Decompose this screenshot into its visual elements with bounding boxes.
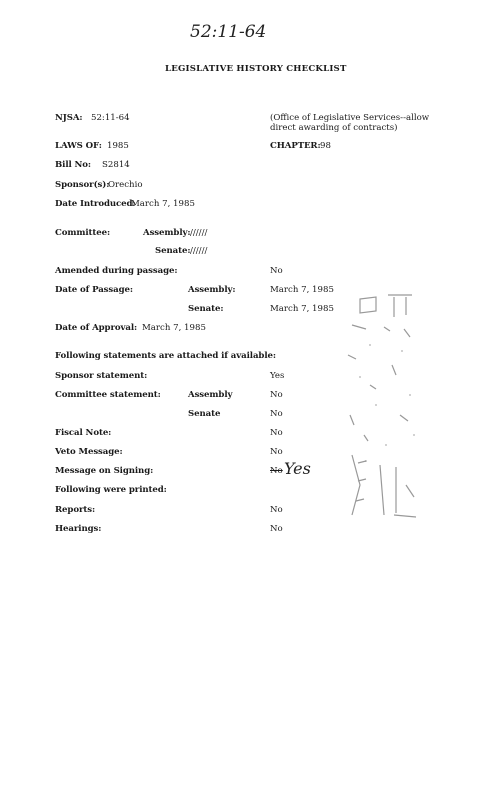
scan-noise-stamp <box>330 285 430 535</box>
committee-statement-assembly-label: Assembly <box>188 390 233 400</box>
chapter-label: CHAPTER: <box>270 141 321 151</box>
njsa-value: 52:11-64 <box>91 113 130 123</box>
committee-senate-value: ////// <box>190 246 208 256</box>
reports-value: No <box>270 505 283 515</box>
committee-label: Committee: <box>55 228 111 238</box>
date-of-passage-label: Date of Passage: <box>55 285 133 295</box>
passage-senate-label: Senate: <box>188 304 224 314</box>
committee-assembly-value: ////// <box>190 228 208 238</box>
date-introduced-label: Date Introduced: <box>55 199 136 209</box>
committee-statement-senate-value: No <box>270 409 283 419</box>
date-of-approval-label: Date of Approval: <box>55 323 138 333</box>
sponsor-statement-value: Yes <box>270 371 285 381</box>
committee-statement-label: Committee statement: <box>55 390 161 400</box>
hearings-label: Hearings: <box>55 524 102 534</box>
committee-statement-senate-label: Senate <box>188 409 221 419</box>
laws-of-label: LAWS OF: <box>55 141 102 151</box>
passage-assembly-value: March 7, 1985 <box>270 285 334 295</box>
date-of-approval-value: March 7, 1985 <box>142 323 206 333</box>
office-note: (Office of Legislative Services--allow direct awarding of contracts) <box>270 113 430 133</box>
date-introduced-value: March 7, 1985 <box>131 199 195 209</box>
passage-assembly-label: Assembly: <box>188 285 236 295</box>
sponsor-label: Sponsor(s): <box>55 180 110 190</box>
message-on-signing-value: No <box>270 466 283 476</box>
fiscal-note-label: Fiscal Note: <box>55 428 112 438</box>
veto-message-value: No <box>270 447 283 457</box>
chapter-value: 98 <box>320 141 331 151</box>
veto-message-label: Veto Message: <box>55 447 123 457</box>
bill-no-label: Bill No: <box>55 160 92 170</box>
sponsor-value: Orechio <box>108 180 143 190</box>
committee-statement-assembly-value: No <box>270 390 283 400</box>
hearings-value: No <box>270 524 283 534</box>
fiscal-note-value: No <box>270 428 283 438</box>
message-on-signing-handwritten: Yes <box>284 459 311 478</box>
amended-value: No <box>270 266 283 276</box>
njsa-label: NJSA: <box>55 113 83 123</box>
page-title: LEGISLATIVE HISTORY CHECKLIST <box>165 64 347 74</box>
amended-label: Amended during passage: <box>55 266 178 276</box>
handwritten-statute-number: 52:11-64 <box>190 22 267 42</box>
reports-label: Reports: <box>55 505 96 515</box>
sponsor-statement-label: Sponsor statement: <box>55 371 148 381</box>
committee-senate-label: Senate: <box>155 246 191 256</box>
bill-no-value: S2814 <box>102 160 130 170</box>
printed-heading: Following were printed: <box>55 485 167 495</box>
passage-senate-value: March 7, 1985 <box>270 304 334 314</box>
message-on-signing-label: Message on Signing: <box>55 466 154 476</box>
laws-of-value: 1985 <box>107 141 129 151</box>
committee-assembly-label: Assembly: <box>143 228 191 238</box>
statements-heading: Following statements are attached if available: <box>55 351 276 361</box>
